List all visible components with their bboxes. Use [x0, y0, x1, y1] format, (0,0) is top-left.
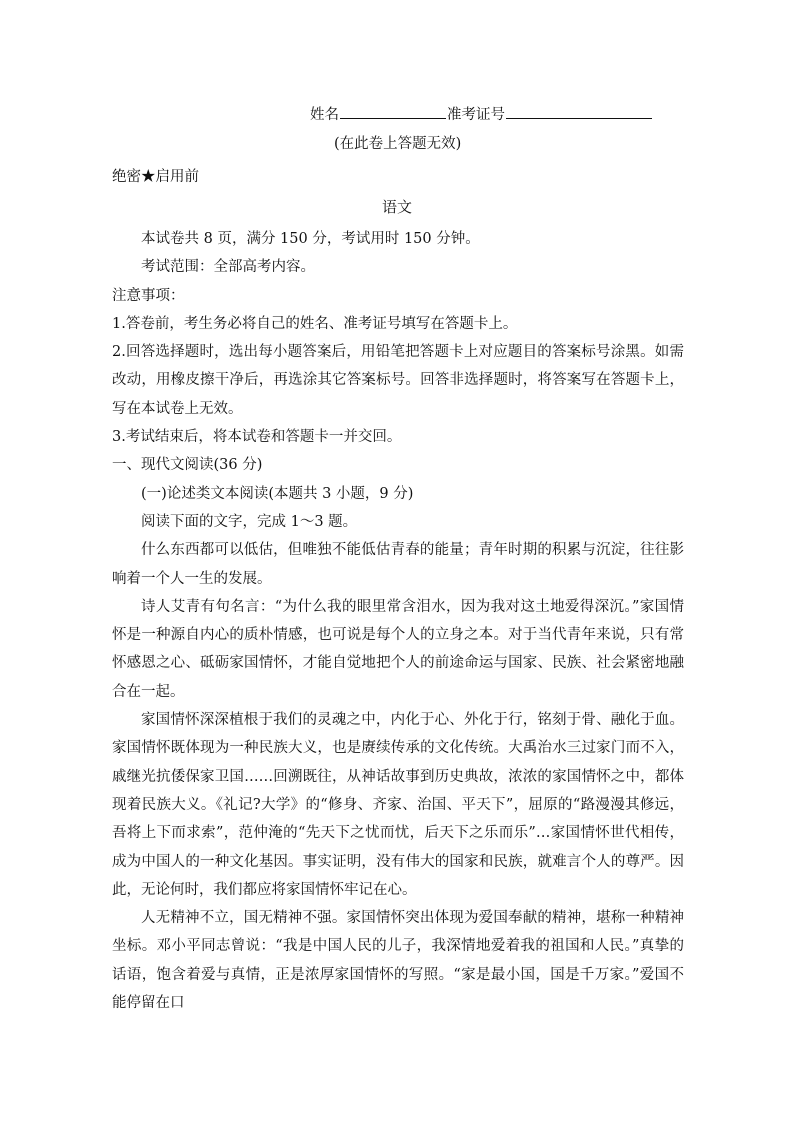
note-item: 1.答卷前，考生务必将自己的姓名、准考证号填写在答题卡上。 — [112, 315, 518, 332]
exam-pages-info: 本试卷共 8 页，满分 150 分，考试用时 150 分钟。 — [141, 231, 480, 247]
note-item: 2.回答选择题时，选出每小题答案后，用铅笔把答题卡上对应题目的答案标号涂黑。如需改动，用橡皮擦干净后，再选涂其它答案标号。回答非选择题时，将答案写在答题卡上，写在本试卷上无效。 — [112, 344, 684, 417]
notes-heading: 注意事项： — [112, 287, 185, 304]
ticket-number-label: 准考证号 — [447, 107, 505, 123]
name-blank — [340, 103, 446, 119]
section-heading: 一、现代文阅读(36 分) — [112, 457, 263, 474]
exam-content — [112, 225, 684, 1017]
section-subheading: (一)论述类文本阅读(本题共 3 小题，9 分) — [141, 485, 414, 502]
ticket-number-blank — [506, 103, 652, 119]
note-item: 3.考试结束后，将本试卷和答题卡一并交回。 — [112, 429, 402, 446]
passage-paragraph: 什么东西都可以低估，但唯独不能低估青春的能量；青年时期的积累与沉淀，往往影响着一个人一生的发展。 — [112, 542, 684, 587]
invalid-answer-notice: (在此卷上答题无效) — [334, 136, 462, 152]
passage-paragraph: 人无精神不立，国无精神不强。家国情怀突出体现为爱国奉献的精神，堪称一种精神坐标。邓小平同志曾说：“我是中国人民的儿子，我深情地爱着我的祖国和人民。”真挚的话语，饱含着爱与真情，正是浓厚家国情怀的写照。“家是最小国，国是千万家。”爱国不能停留在口 — [112, 910, 684, 1012]
passage-paragraph: 诗人艾青有句名言：“为什么我的眼里常含泪水，因为我对这土地爱得深沉。”家国情怀是一种源自内心的质朴情感，也可说是每个人的立身之本。对于当代青年来说，只有常怀感恩之心、砥砺家国情怀，才能自觉地把个人的前途命运与国家、民族、社会紧密地融合在一起。 — [112, 598, 684, 700]
exam-scope-info: 考试范围：全部高考内容。 — [141, 259, 315, 276]
secret-label: 绝密★启用前 — [112, 169, 199, 185]
subject-title: 语文 — [381, 198, 412, 216]
name-label: 姓名 — [310, 107, 339, 123]
passage-paragraph: 家国情怀深深植根于我们的灵魂之中，内化于心、外化于行，铭刻于骨、融化于血。家国情怀既体现为一种民族大义，也是赓续传承的文化传统。大禹治水三过家门而不入，戚继光抗倭保家卫国……回溯既往，从神话故事到历史典故，浓浓的家国情怀之中，都体现着民族大义。《礼记?大学》的“修身、齐家、治国、平天下”，屈原的“路漫漫其修远，吾将上下而求索”，范仲淹的“先天下之忧而忧，后天下之乐而乐”…家国情怀世代相传，成为中国人的一种文化基因。事实证明，没有伟大的国家和民族，就难言个人的尊严。因此，无论何时，我们都应将家国情怀牢记在心。 — [112, 712, 684, 898]
reading-instruction: 阅读下面的文字，完成 1～3 题。 — [141, 513, 358, 530]
candidate-info-line — [310, 103, 653, 125]
